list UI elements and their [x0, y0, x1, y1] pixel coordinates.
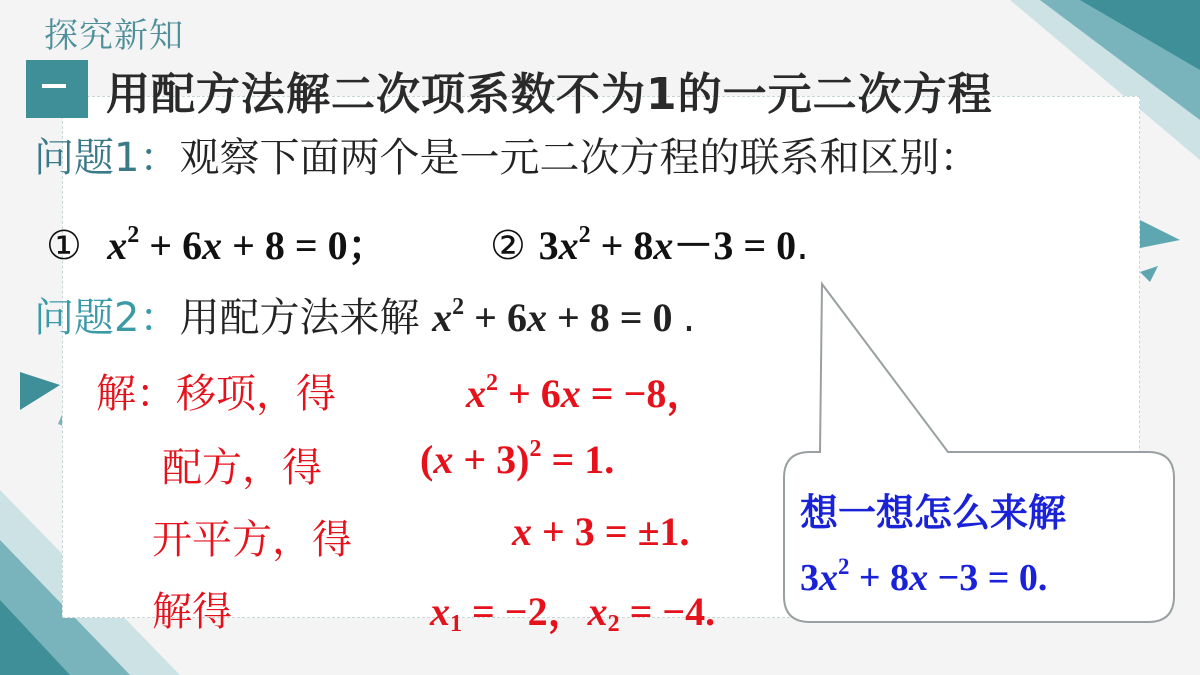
question1-label: 问题1： — [34, 135, 180, 181]
math-x: x — [587, 589, 608, 634]
math-x: x — [107, 223, 128, 268]
step2-open: ( — [420, 437, 434, 482]
step4-a: = −2， — [462, 589, 588, 634]
question2-rest: + 6 — [464, 295, 527, 340]
math-sq: 2 — [578, 222, 591, 249]
math-x: x — [430, 589, 450, 634]
math-sq: 2 — [486, 370, 498, 397]
math-x: x — [909, 557, 929, 599]
equation1-tail: + 8 = 0； — [222, 223, 388, 268]
step1-tail: = −8， — [580, 371, 707, 416]
math-x: x — [526, 295, 547, 340]
math-x: x — [558, 223, 579, 268]
step4-label: 解得 — [152, 589, 232, 635]
step3-label: 开平方，得 — [152, 517, 352, 563]
math-sub2: 2 — [607, 611, 620, 637]
bubble-equation — [800, 556, 1047, 600]
math-sub1: 1 — [450, 611, 462, 637]
math-sq: 2 — [838, 554, 850, 580]
step2-label: 配方，得 — [162, 445, 322, 491]
question2-tail: + 8 = 0 — [546, 295, 683, 340]
section-tag: 探究新知 — [44, 16, 184, 56]
equation2-end: . — [796, 223, 809, 269]
step1-rest: + 6 — [498, 371, 561, 416]
bubble-rest: + 8 — [849, 557, 910, 599]
question2-end: . — [682, 295, 696, 341]
step1-label: 解：移项，得 — [96, 371, 336, 417]
equation2-tail: －3 = 0 — [673, 223, 797, 268]
bubble-coef: 3 — [800, 557, 819, 599]
equation2-rest: + 8 — [590, 223, 654, 268]
question1-text: 观察下面两个是一元二次方程的联系和区别： — [179, 135, 980, 181]
math-x: x — [512, 509, 532, 554]
bubble-line1: 想一想怎么来解 — [800, 491, 1067, 535]
equation2-marker: ② — [490, 223, 526, 269]
math-x: x — [466, 371, 486, 416]
math-sq: 2 — [529, 436, 542, 463]
math-sq: 2 — [127, 222, 140, 249]
step4-b: = −4. — [619, 589, 716, 634]
math-x: x — [819, 557, 838, 599]
math-x: x — [433, 437, 454, 482]
math-x: x — [432, 295, 453, 340]
math-x: x — [560, 371, 581, 416]
math-sq: 2 — [452, 294, 465, 321]
equation1-marker: ① — [46, 223, 82, 269]
bubble-tail: −3 = 0 — [928, 557, 1038, 599]
step3-tail: + 3 = ±1. — [532, 509, 690, 554]
math-x: x — [202, 223, 223, 268]
bubble-end: . — [1037, 557, 1048, 599]
equation1-rest: + 6 — [139, 223, 203, 268]
step2-tail: = 1. — [541, 437, 615, 482]
question2-text: 用配方法来解 — [179, 295, 433, 341]
question2-label: 问题2： — [34, 295, 180, 341]
step2-mid: + 3) — [453, 437, 530, 482]
equation2-coef: 3 — [538, 223, 559, 268]
math-x: x — [653, 223, 674, 268]
page-title: 用配方法解二次项系数不为1的一元二次方程 — [106, 69, 993, 120]
